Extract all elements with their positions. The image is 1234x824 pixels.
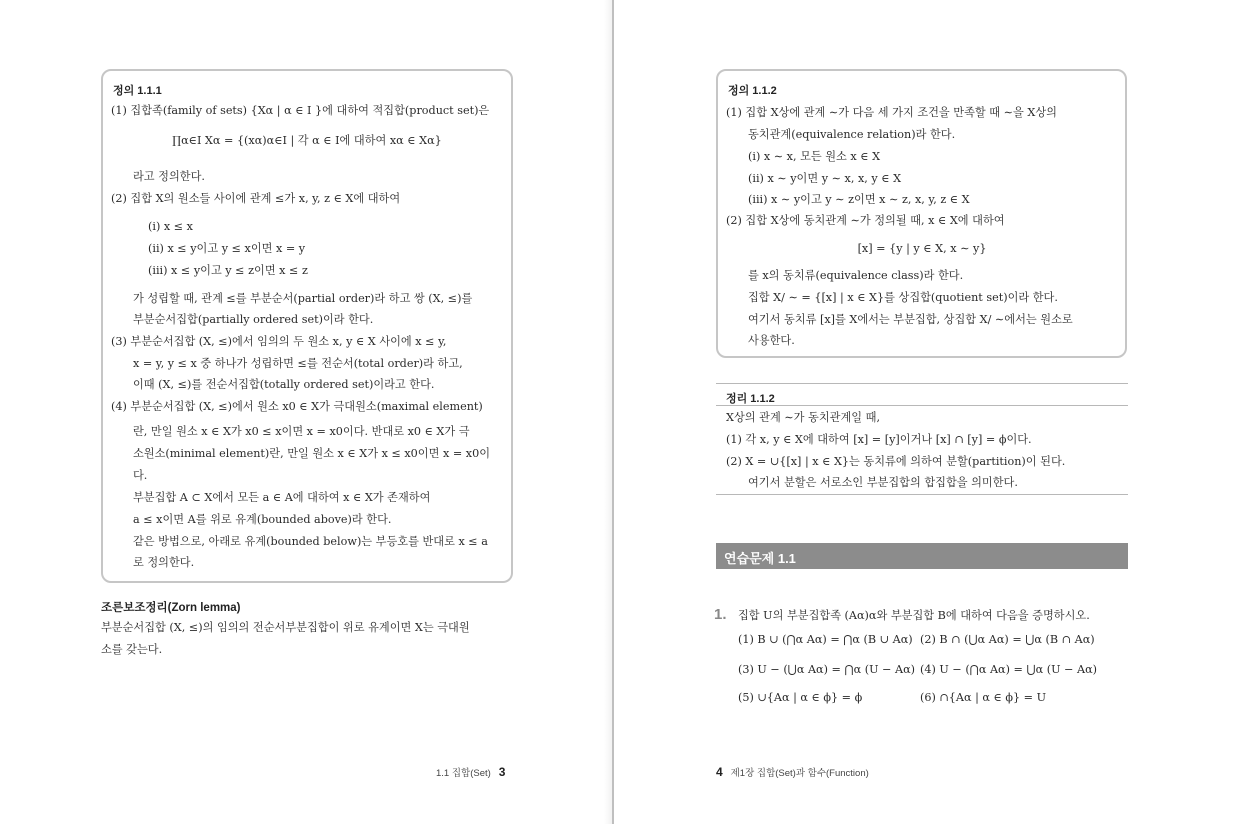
def-line: 집합 X/ ∼ = {[x] | x ∈ X}를 상집합(quotient set)이라 한다. [748,291,1058,304]
def-line: (3) 부분순서집합 (X, ≤)에서 임의의 두 원소 x, y ∈ X 사이에 x ≤ y, [111,335,447,348]
page-gutter [612,0,614,824]
exercise-part: (4) U − (⋂α Aα) = ⋃α (U − Aα) [920,663,1098,676]
right-footer [716,765,869,779]
zorn-line: 소를 갖는다. [101,643,163,656]
condition-item: (ii) x ≤ y이고 y ≤ x이면 x = y [148,242,306,255]
def-line: (2) 집합 X상에 동치관계 ∼가 정의될 때, x ∈ X에 대하여 [726,214,1005,227]
condition-item: (i) x ∼ x, 모든 원소 x ∈ X [748,150,881,163]
def-line: (1) 집합 X상에 관계 ∼가 다음 세 가지 조건을 만족할 때 ∼을 X상의 [726,106,1057,119]
def-line: 사용한다. [748,334,795,347]
condition-item: (i) x ≤ x [148,220,193,233]
exercise-part: (6) ∩{Aα | α ∈ ϕ} = U [920,691,1047,704]
def-line: 라고 정의한다. [133,170,205,183]
def-line: 다. [133,469,148,482]
def-line: 가 성립할 때, 관계 ≤를 부분순서(partial order)라 하고 쌍 (X, ≤)를 [133,292,473,305]
theorem-line: (1) 각 x, y ∈ X에 대하여 [x] = [y]이거나 [x] ∩ [y] = ϕ이다. [726,433,1032,446]
zorn-line: 부분순서집합 (X, ≤)의 임의의 전순서부분집합이 위로 유계이면 X는 극대원 [101,621,470,634]
def-line: a ≤ x이면 A를 위로 유계(bounded above)라 한다. [133,513,392,526]
theorem-bottom-rule [716,494,1128,495]
def-line: 부분집합 A ⊂ X에서 모든 a ∈ A에 대하여 x ∈ X가 존재하여 [133,491,431,504]
condition-item: (ii) x ∼ y이면 y ∼ x, x, y ∈ X [748,172,902,185]
def-line: 란, 만일 원소 x ∈ X가 x0 ≤ x이면 x = x0이다. 반대로 x0 ∈ X가 극 [133,425,470,438]
def-line: 이때 (X, ≤)를 전순서집합(totally ordered set)이라고 한다. [133,378,435,391]
definition-title: 정의 1.1.1 [113,85,162,97]
page-number: 4 [716,765,723,779]
def-line: (4) 부분순서집합 (X, ≤)에서 원소 x0 ∈ X가 극대원소(maximal element) [111,400,483,413]
def-line: 로 정의한다. [133,556,195,569]
exercise-header: 연습문제 1.1 [724,551,796,566]
def-line: (1) 집합족(family of sets) {Xα | α ∈ I }에 대하여 적집합(product set)은 [111,104,490,117]
theorem-title-rule [716,405,1128,406]
theorem-title: 정리 1.1.2 [726,393,775,405]
zorn-lemma-title: 조른보조정리(Zorn lemma) [101,602,241,614]
exercise-header-bar [716,543,1128,569]
def-line: 부분순서집합(partially ordered set)이라 한다. [133,313,374,326]
theorem-line: (2) X = ∪{[x] | x ∈ X}는 동치류에 의하여 분할(partition)이 된다. [726,455,1066,468]
definition-title: 정의 1.1.2 [728,85,777,97]
def-line: 를 x의 동치류(equivalence class)라 한다. [748,269,964,282]
section-name: 1.1 집합(Set) [436,768,491,779]
equivalence-class-formula: [x] = {y | y ∈ X, x ∼ y} [857,242,987,255]
def-line: (2) 집합 X의 원소들 사이에 관계 ≤가 x, y, z ∈ X에 대하여 [111,192,401,205]
condition-item: (iii) x ∼ y이고 y ∼ z이면 x ∼ z, x, y, z ∈ X [748,193,970,206]
condition-item: (iii) x ≤ y이고 y ≤ z이면 x ≤ z [148,264,308,277]
def-line: 소원소(minimal element)란, 만일 원소 x ∈ X가 x ≤ x0이면 x = x0이 [133,447,490,460]
def-line: 같은 방법으로, 아래로 유계(bounded below)는 부등호를 반대로 x ≤ a [133,535,488,548]
product-set-formula: ∏α∈I Xα = {(xα)α∈I | 각 α ∈ I에 대하여 xα ∈ Xα} [172,134,442,147]
chapter-name: 제1장 집합(Set)과 함수(Function) [730,768,869,779]
left-footer [436,765,505,779]
exercise-part: (2) B ∩ (⋃α Aα) = ⋃α (B ∩ Aα) [920,633,1095,646]
def-line: 동치관계(equivalence relation)라 한다. [748,128,956,141]
def-line: 여기서 동치류 [x]를 X에서는 부분집합, 상집합 X/ ∼에서는 원소로 [748,313,1073,326]
exercise-part: (3) U − (⋃α Aα) = ⋂α (U − Aα) [738,663,916,676]
theorem-top-rule [716,383,1128,384]
exercise-part: (5) ∪{Aα | α ∈ ϕ} = ϕ [738,691,863,704]
exercise-part: (1) B ∪ (⋂α Aα) = ⋂α (B ∪ Aα) [738,633,913,646]
gutter-shadow [604,0,612,824]
theorem-line: 여기서 분할은 서로소인 부분집합의 합집합을 의미한다. [748,476,1018,489]
def-line: x = y, y ≤ x 중 하나가 성립하면 ≤를 전순서(total order)라 하고, [133,357,463,370]
exercise-statement: 집합 U의 부분집합족 (Aα)α와 부분집합 B에 대하여 다음을 증명하시오. [738,609,1090,622]
theorem-line: X상의 관계 ∼가 동치관계일 때, [726,411,880,424]
page-number: 3 [498,765,506,779]
exercise-number: 1. [714,606,727,623]
